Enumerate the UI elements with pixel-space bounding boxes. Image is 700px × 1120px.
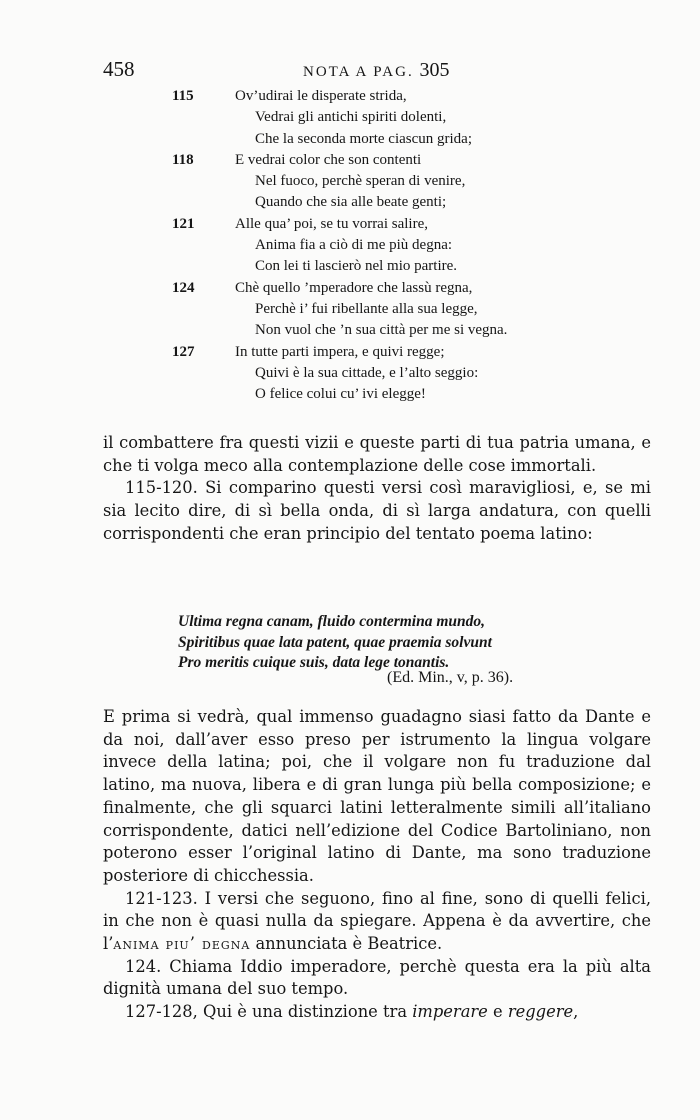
verse-line: Anima fia a ciò di me più degna: (255, 237, 453, 254)
verse-line: Non vuol che ’n sua città per me si vegna. (255, 322, 508, 339)
verse-number: 127 (172, 343, 195, 360)
paragraph-continuation: il combattere fra questi vizii e queste parti di tua patria umana, e che ti volga meco alla contemplazione delle cose immortali. (103, 433, 651, 475)
running-head: NOTA A PAG. 305 (303, 59, 450, 81)
prose-block-2 (103, 706, 651, 1024)
latin-line: Spiritibus quae lata patent, quae praemia solvunt (178, 633, 492, 651)
running-head-ref: 305 (419, 59, 450, 81)
verse-line: Quando che sia alle beate genti; (255, 194, 447, 211)
italic-term: reggere (507, 1002, 574, 1022)
paragraph-121-123: 121-123. I versi che seguono, fino al fine, sono di quelli felici, in che non è quasi nulla da spiegare. Appena è da avvertire, che l’anima piu’ degna annunciata è Beatrice. (103, 888, 651, 954)
citation: (Ed. Min., v, p. 36). (387, 669, 514, 686)
prose-block-1 (103, 432, 651, 546)
tercet (172, 150, 592, 214)
verse-line: E vedrai color che son contenti (235, 151, 422, 168)
verse-line: Alle qua’ poi, se tu vorrai salire, (235, 215, 428, 232)
verse-line: Vedrai gli antichi spiriti dolenti, (255, 109, 447, 126)
verse-line: Chè quello ’mperadore che lassù regna, (235, 279, 473, 296)
italic-term: imperare (412, 1002, 488, 1022)
verse-number: 121 (172, 215, 195, 232)
tercet (172, 342, 592, 406)
verse-line: Che la seconda morte ciascun grida; (255, 130, 473, 147)
verse-line: Quivi è la sua cittade, e l’alto seggio: (255, 364, 479, 381)
paragraph-124: 124. Chiama Iddio imperadore, perchè questa era la più alta dignità umana del suo tempo. (103, 956, 651, 999)
verse-number: 115 (172, 88, 194, 104)
verse-line: O felice colui cu’ ivi elegge! (255, 386, 426, 403)
verse-block (172, 86, 592, 405)
latin-quotation (178, 612, 598, 674)
verse-number: 118 (172, 151, 194, 168)
verse-line: Nel fuoco, perchè speran di venire, (255, 173, 466, 190)
latin-line: Pro meritis cuique suis, data lege tonantis. (178, 654, 450, 671)
tercet (172, 86, 592, 150)
tercet (172, 278, 592, 342)
verse-line: Con lei ti lascierò nel mio partire. (255, 258, 458, 275)
verse-number: 124 (172, 279, 195, 296)
verse-line: In tutte parti impera, e quivi regge; (235, 343, 445, 360)
latin-line: Ultima regna canam, fluido contermina mundo, (178, 613, 486, 630)
page-number: 458 (103, 57, 135, 81)
verse-line: Ov’udirai le disperate strida, (235, 88, 407, 104)
small-caps-phrase: anima piu’ degna (113, 934, 251, 954)
paragraph-115-120: 115-120. Si comparino questi versi così maravigliosi, e, se mi sia lecito dire, di sì bella onda, di sì larga andatura, con quelli corrispondenti che eran principio del tentato poema latino: (103, 478, 651, 543)
paragraph-e-prima: E prima si vedrà, qual immenso guadagno siasi fatto da Dante e da noi, dall’aver esso preso per istrumento la lingua volgare invece della latina; poi, che il volgare non fu traduzione dal latino, ma nuova, libera e di gran lunga più bella composizione; e finalmente, che gli squarci latini letteralmente simili all’italiano corrispondente, datici nell’edizione del Codice Bartoliniano, non poterono esser l’original latino di Dante, ma sono traduzione posteriore di chicchessia. (103, 707, 651, 885)
page-header (103, 57, 593, 87)
verse-line: Perchè i’ fui ribellante alla sua legge, (255, 300, 478, 317)
paragraph-127-128: 127-128, Qui è una distinzione tra imperare e reggere, (125, 1002, 579, 1022)
tercet (172, 214, 592, 278)
